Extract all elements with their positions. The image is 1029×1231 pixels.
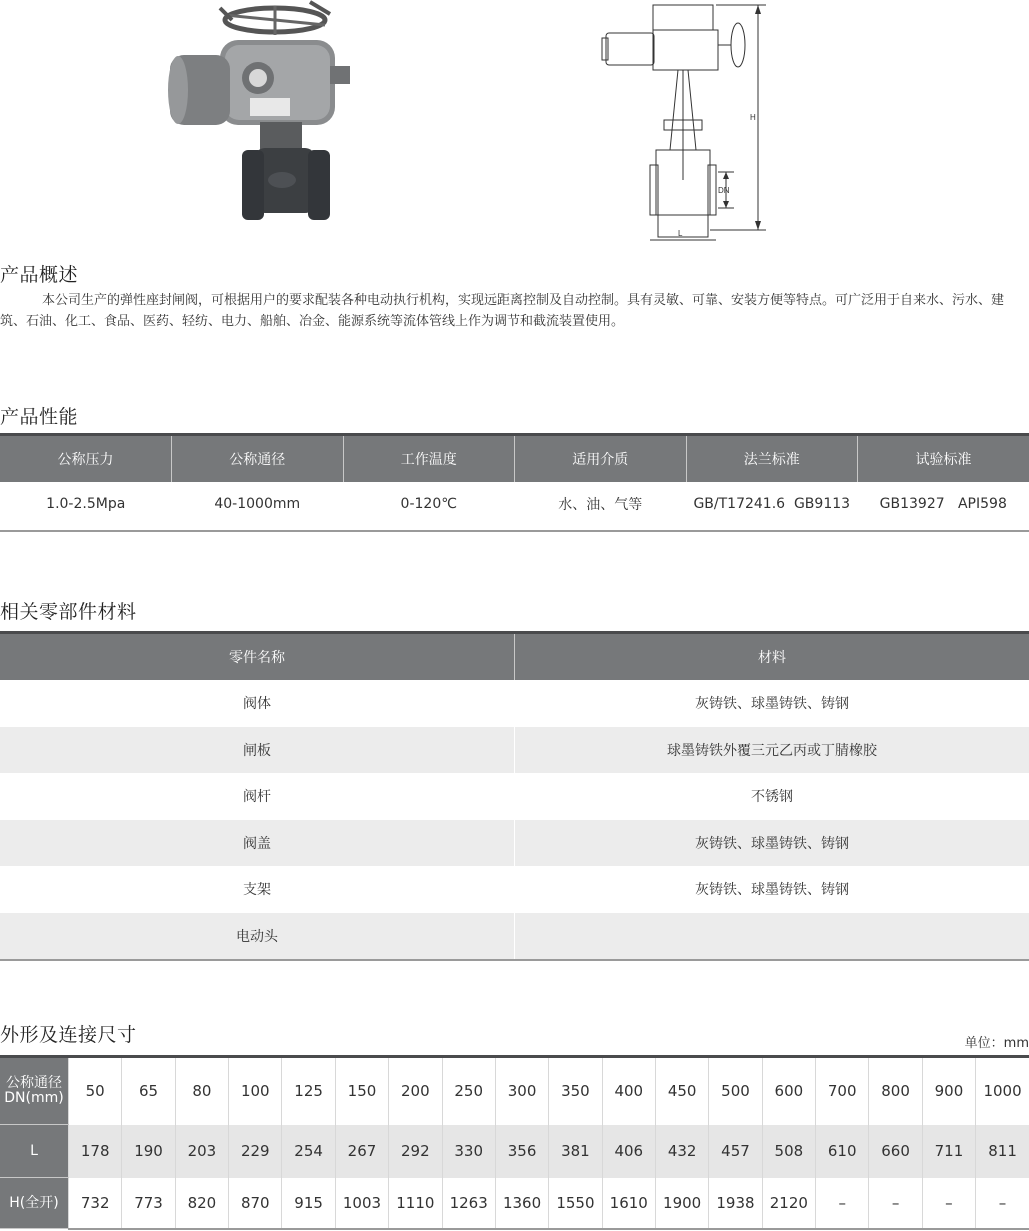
table-header-cell: 材料 <box>515 633 1029 681</box>
table-cell: 80 <box>175 1057 228 1125</box>
table-cell: 1110 <box>389 1178 442 1229</box>
table-row <box>0 1057 1029 1125</box>
row-header-cell: L <box>0 1125 69 1178</box>
dimensions-table <box>0 1055 1029 1230</box>
parts-title: 相关零部件材料 <box>0 601 137 623</box>
table-cell: 1938 <box>709 1178 762 1229</box>
table-cell: 190 <box>122 1125 175 1178</box>
table-cell: 1610 <box>602 1178 655 1229</box>
dimensions-title: 外形及连接尺寸 <box>0 1024 137 1046</box>
table-cell: 400 <box>602 1057 655 1125</box>
table-cell: 660 <box>869 1125 922 1178</box>
table-cell: GB/T17241.6 GB9113 <box>686 482 858 531</box>
table-cell: 300 <box>495 1057 548 1125</box>
table-header-cell: 零件名称 <box>0 633 515 681</box>
table-cell: GB13927 API598 <box>858 482 1029 531</box>
performance-table <box>0 433 1029 532</box>
table-cell: 870 <box>229 1178 282 1229</box>
table-cell: 732 <box>69 1178 122 1229</box>
table-cell: 600 <box>762 1057 815 1125</box>
table-header-row <box>0 633 1029 681</box>
table-row <box>0 727 1029 774</box>
table-cell: 915 <box>282 1178 335 1229</box>
gate-valve-dimension-drawing <box>598 0 778 245</box>
handwheel-icon <box>220 2 330 35</box>
table-cell: 700 <box>816 1057 869 1125</box>
table-cell: 820 <box>175 1178 228 1229</box>
row-header-cell: H(全开) <box>0 1178 69 1229</box>
part-name: 闸板 <box>0 727 515 774</box>
table-cell: – <box>976 1178 1029 1229</box>
table-header-cell: 适用介质 <box>515 435 687 483</box>
table-cell: 1263 <box>442 1178 495 1229</box>
table-cell: 50 <box>69 1057 122 1125</box>
table-row <box>0 866 1029 913</box>
table-cell: 1003 <box>335 1178 388 1229</box>
table-cell: 100 <box>229 1057 282 1125</box>
table-cell: 150 <box>335 1057 388 1125</box>
table-cell: 1900 <box>655 1178 708 1229</box>
part-material: 灰铸铁、球墨铸铁、铸钢 <box>515 680 1029 727</box>
table-cell: 457 <box>709 1125 762 1178</box>
table-header-cell: 法兰标准 <box>686 435 858 483</box>
table-row <box>0 913 1029 961</box>
table-header-cell: 公称通径 <box>172 435 344 483</box>
drawing-label-h: H <box>750 113 756 122</box>
table-cell: 1000 <box>976 1057 1029 1125</box>
table-cell: 267 <box>335 1125 388 1178</box>
table-cell: 773 <box>122 1178 175 1229</box>
table-cell: 200 <box>389 1057 442 1125</box>
unit-label: 单位：mm <box>964 1036 1029 1051</box>
table-cell: 450 <box>655 1057 708 1125</box>
table-cell: 1550 <box>549 1178 602 1229</box>
table-header-cell: 公称压力 <box>0 435 172 483</box>
table-row <box>0 1178 1029 1229</box>
part-material: 灰铸铁、球墨铸铁、铸钢 <box>515 820 1029 867</box>
table-cell: 250 <box>442 1057 495 1125</box>
table-cell: 1360 <box>495 1178 548 1229</box>
table-row <box>0 680 1029 727</box>
table-cell: – <box>816 1178 869 1229</box>
table-cell: 254 <box>282 1125 335 1178</box>
part-name: 阀盖 <box>0 820 515 867</box>
performance-title: 产品性能 <box>0 406 79 428</box>
part-material: 不锈钢 <box>515 773 1029 820</box>
table-cell: 330 <box>442 1125 495 1178</box>
table-cell: 1.0-2.5Mpa <box>0 482 172 531</box>
table-row <box>0 1125 1029 1178</box>
overview-title: 产品概述 <box>0 264 79 286</box>
table-cell: 811 <box>976 1125 1029 1178</box>
table-cell: 0-120℃ <box>343 482 515 531</box>
part-name: 阀杆 <box>243 789 271 806</box>
overview-text: 本公司生产的弹性座封闸阀，可根据用户的要求配装各种电动执行机构，实现远距离控制及自动控制。具有灵敏、可靠、安装方便等特点。可广泛用于自来水、污水、建筑、石油、化工、食品、医药、轻纺、电力、船舶、冶金、能源系统等流体管线上作为调节和截流装置使用。 <box>0 293 1005 329</box>
table-cell: 711 <box>922 1125 975 1178</box>
table-cell: 203 <box>175 1125 228 1178</box>
table-row <box>0 820 1029 867</box>
table-cell: – <box>869 1178 922 1229</box>
part-name: 支架 <box>243 882 271 899</box>
drawing-label-l: L <box>678 229 683 238</box>
table-cell: 178 <box>69 1125 122 1178</box>
table-cell: 500 <box>709 1057 762 1125</box>
electric-gate-valve-photo <box>160 0 360 225</box>
table-cell: 40-1000mm <box>172 482 344 531</box>
part-name: 电动头 <box>0 913 515 961</box>
table-cell: 229 <box>229 1125 282 1178</box>
table-cell: 350 <box>549 1057 602 1125</box>
table-cell: 125 <box>282 1057 335 1125</box>
table-cell: 432 <box>655 1125 708 1178</box>
table-row <box>0 773 1029 820</box>
table-header-row <box>0 435 1029 483</box>
table-cell: – <box>922 1178 975 1229</box>
table-cell: 水、油、气等 <box>515 482 687 531</box>
table-header-cell: 工作温度 <box>343 435 515 483</box>
part-material <box>515 913 1029 961</box>
table-cell: 2120 <box>762 1178 815 1229</box>
part-material: 灰铸铁、球墨铸铁、铸钢 <box>515 866 1029 913</box>
part-name: 阀体 <box>243 696 271 713</box>
table-cell: 800 <box>869 1057 922 1125</box>
table-cell: 65 <box>122 1057 175 1125</box>
table-cell: 381 <box>549 1125 602 1178</box>
table-cell: 406 <box>602 1125 655 1178</box>
table-cell: 356 <box>495 1125 548 1178</box>
table-cell: 900 <box>922 1057 975 1125</box>
table-cell: 292 <box>389 1125 442 1178</box>
part-material: 球墨铸铁外覆三元乙丙或丁腈橡胶 <box>515 727 1029 774</box>
row-header-cell: 公称通径DN(mm) <box>0 1057 69 1125</box>
drawing-label-dn: DN <box>718 186 730 195</box>
table-cell: 610 <box>816 1125 869 1178</box>
table-row <box>0 482 1029 531</box>
parts-materials-table <box>0 631 1029 961</box>
table-header-cell: 试验标准 <box>858 435 1029 483</box>
table-cell: 508 <box>762 1125 815 1178</box>
